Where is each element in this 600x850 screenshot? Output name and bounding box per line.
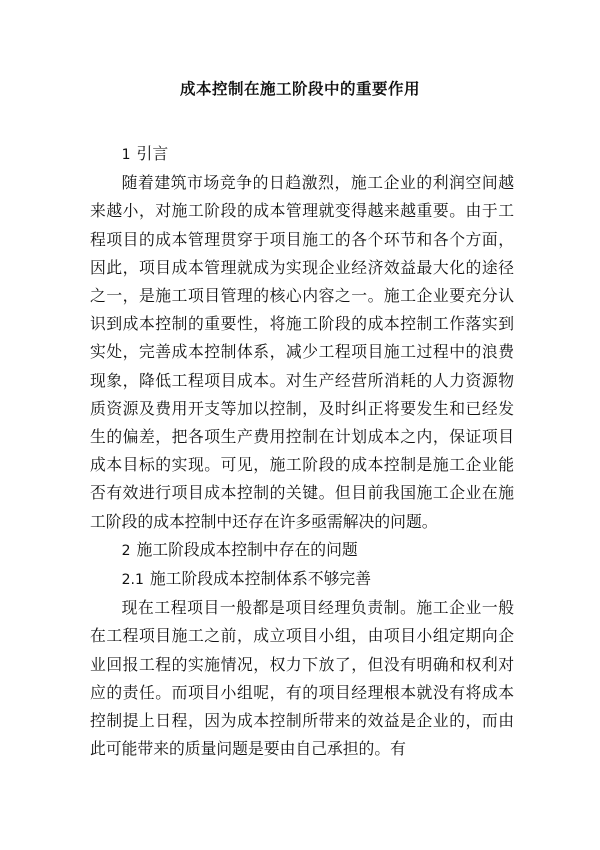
- page-title: 成本控制在施工阶段中的重要作用: [179, 79, 420, 98]
- section-heading-2-1: [90, 565, 514, 594]
- section-heading-text: 施工阶段成本控制体系不够完善: [149, 569, 372, 589]
- section-heading-text: 施工阶段成本控制中存在的问题: [136, 539, 358, 559]
- section-paragraph-2-1: 现在工程项目一般都是项目经理负责制。施工企业一般在工程项目施工之前，成立项目小组，由项目小组定期向企业回报工程的实施情况，权力下放了，但没有明确和权利对应的责任。而项目小组呢，有的项目经理根本就没有将成本控制提上日程，因为成本控制所带来的效益是企业的，而由此可能带来的质量问题是要由自己承担的。有: [90, 598, 514, 759]
- section-heading-text: 引言: [136, 144, 169, 163]
- section-heading-2: [90, 536, 514, 565]
- section-number: 1: [121, 147, 131, 163]
- section-paragraph-1: 随着建筑市场竞争的日趋激烈，施工企业的利润空间越来越小，对施工阶段的成本管理就变得越来越重要。由于工程项目的成本管理贯穿于项目施工的各个环节和各个方面，因此，项目成本管理就成为实现企业经济效益最大化的途径之一，是施工项目管理的核心内容之一。施工企业要充分认识到成本控制的重要性，将施工阶段的成本控制工作落实到实处，完善成本控制体系，减少工程项目施工过程中的浪费现象，降低工程项目成本。对生产经营所消耗的人力资源物质资源及费用开支等加以控制，及时纠正将要发生和已经发生的偏差，把各项生产费用控制在计划成本之内，保证项目成本目标的实现。可见，施工阶段的成本控制是施工企业能否有效进行项目成本控制的关键。但目前我国施工企业在施工阶段的成本控制中还存在许多亟需解决的问题。: [90, 173, 514, 531]
- section-number: 2.1: [121, 572, 144, 589]
- document-body: [90, 140, 514, 763]
- section-number: 2: [121, 542, 131, 559]
- section-heading-1: [90, 140, 514, 169]
